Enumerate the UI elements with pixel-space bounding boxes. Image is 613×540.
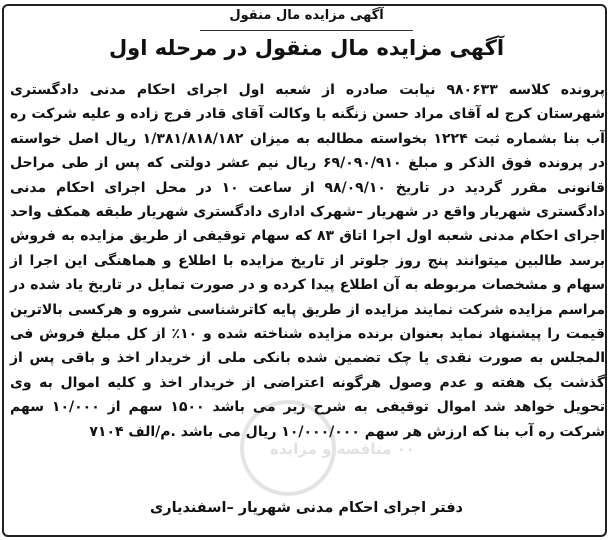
stamp-text: ۰۰ مناقصه و مزایده (270, 440, 415, 458)
notice-body: پرونده کلاسه ۹۸۰۶۳۳ نیابت صادره از شعبه اول اجرای احکام مدنی دادگستری شهرستان کرج له آقای مراد حسن زنگنه با وکالت آقای قادر فرج زاده و علیه شرکت ره آب بنا بشماره ثبت ۱۲۲۴ بخواسته مطالبه به میزان ۱/۳۸۱/۸۱۸/۱۸۲ ریال اصل خواسته در پرونده فوق الذکر و مبلغ ۶۹/۰۹۰/۹۱۰ ریال نیم عشر دولتی که پس از طی مراحل قانونی مقرر گردید در تاریخ ۹۸/۰۹/۱۰ از ساعت ۱۰ در محل اجرای احکام مدنی دادگستری شهریار واقع در شهریار –شهرک اداری دادگستری شهریار طبقه همکف واحد اجرای احکام مدنی شعبه اول اجرا اتاق ۸۳ که سهام توقیفی از طریق مزایده به فروش برسد طالبین میتوانند پنج روز جلوتر از تاریخ مزایده با اطلاع و هماهنگی این اجرا از سهام و مشخصات مربوطه به آن اطلاع پیدا کرده و در صورت تمایل در تاریخ یاد شده در مراسم مزایده شرکت نمایند مزایده از طریق پایه کاترشناسی شروه و هرکسی بالاترین قیمت را پیشنهاد نماید بعنوان برنده مزایده شناخته شده و ۱۰٪ از کل مبلغ فروش فی المجلس به صورت نقدی یا چک تضمین شده بانکی ملی از خریدار اخذ و باقی پس از گذشت یک هفته و عدم وصول هرگونه اعتراضی از خریدار اخذ و کلیه اموال به وی تحویل خواهد شد اموال توقیفی به شرح زیر می باشد ۱۵۰۰ سهم از ۱۰/۰۰۰ سهم شرکت ره آب بنا که ارزش هر سهم ۱۰/۰۰۰/۰۰۰ ریال می باشد .م/الف ۷۱۰۴ (10, 82, 606, 440)
notice-signature: دفتر اجرای احکام مدنی شهریار –اسفندیاری (149, 500, 464, 516)
notice-kicker: آگهی مزایده مال منقول (229, 8, 384, 23)
notice-title: آگهی مزایده مال منقول در مرحله اول (108, 36, 505, 60)
kicker-divider (200, 30, 413, 31)
